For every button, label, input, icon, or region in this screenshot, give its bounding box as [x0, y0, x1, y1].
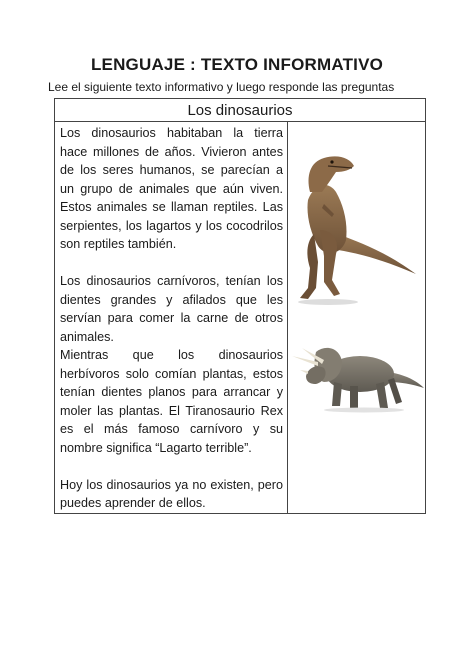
- illustrations-column: [288, 122, 426, 514]
- instructions-text: Lee el siguiente texto informativo y luego responde las preguntas: [48, 80, 395, 94]
- paragraph-reptiles: Los dinosaurios habitaban la tierra hace millones de años. Vivieron antes de los seres humanos, se parecían a un grupo de animales que aún viven. Estos animales se llaman reptiles. Las serpientes, los lagartos y los cocodrilos son reptiles también.: [60, 126, 283, 251]
- paragraph-herbivores: Mientras que los dinosaurios herbívoros solo comían plantas, estos tenían dientes planos para arrancar y moler las plantas. El Tiranosaurio Rex es el más famoso carnívoro y su nombre significa “Lagarto terrible”.: [60, 348, 283, 455]
- t-rex-illustration: [288, 122, 425, 322]
- reading-box-heading: Los dinosaurios: [55, 99, 426, 122]
- paragraph-conclusion: Hoy los dinosaurios ya no existen, pero puedes aprender de ellos.: [60, 477, 283, 510]
- triceratops-illustration: [288, 322, 425, 452]
- reading-text: [55, 122, 288, 514]
- reading-box: [54, 98, 426, 514]
- worksheet-title: LENGUAJE : TEXTO INFORMATIVO: [90, 55, 384, 74]
- paragraph-carnivores: Los dinosaurios carnívoros, tenían los dientes grandes y afilados que les servían para comer la carne de otros animales.: [60, 274, 283, 344]
